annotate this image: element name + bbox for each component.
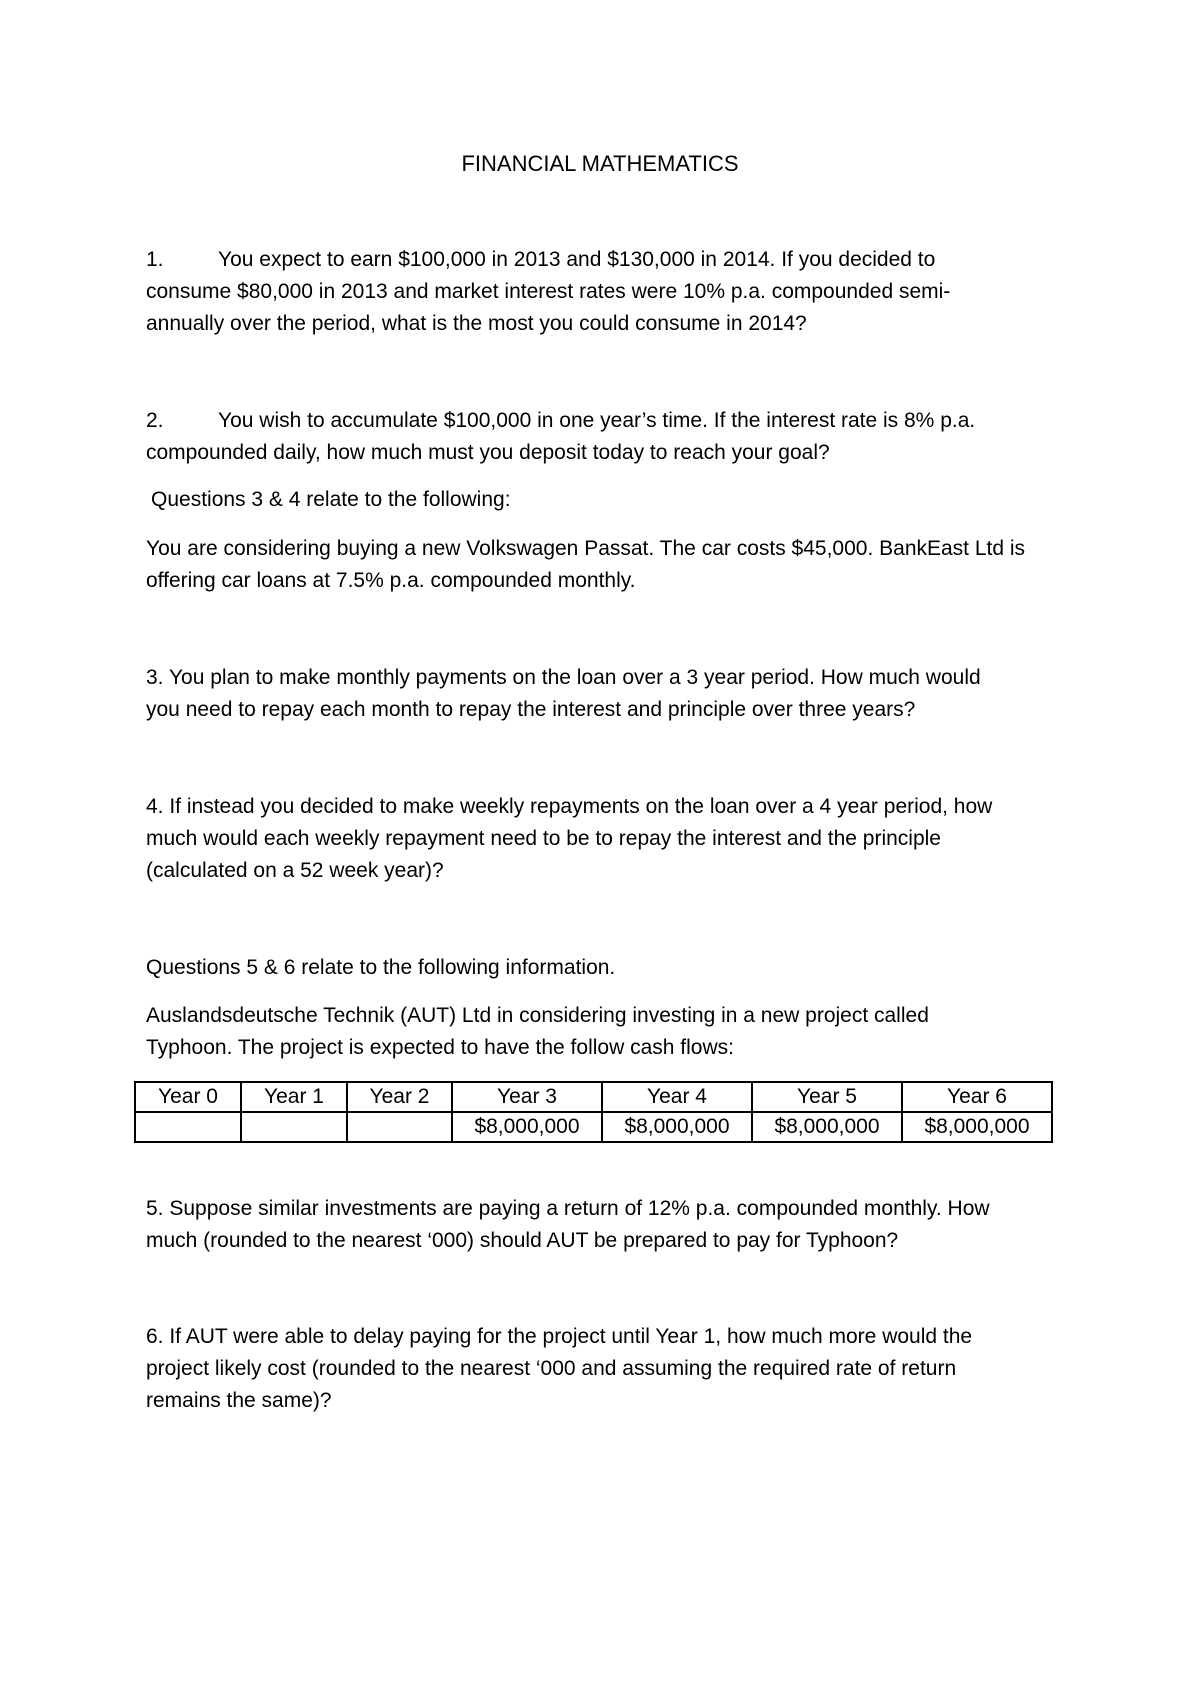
table-header-cell: Year 0 [135,1082,241,1112]
intro34-heading: Questions 3 & 4 relate to the following: [151,488,511,511]
table-cell [347,1112,452,1142]
table-row [135,1112,1052,1142]
q6-line-3: remains the same)? [146,1389,332,1412]
q1-number: 1. [146,248,164,271]
q2-number: 2. [146,409,164,432]
q6-line-1: 6. If AUT were able to delay paying for the project until Year 1, how much more would the [146,1325,973,1348]
q4-line-2: much would each weekly repayment need to be to repay the interest and the principle [146,827,941,850]
q6-line-2: project likely cost (rounded to the nearest ‘000 and assuming the required rate of return [146,1357,957,1380]
table-header-cell: Year 5 [752,1082,902,1112]
q1-line-2: consume $80,000 in 2013 and market interest rates were 10% p.a. compounded semi- [146,280,951,303]
cashflow-table [134,1081,1053,1143]
table-header-cell: Year 4 [602,1082,752,1112]
q4-line-3: (calculated on a 52 week year)? [146,859,444,882]
q3-line-1: 3. You plan to make monthly payments on the loan over a 3 year period. How much would [146,666,981,689]
table-cell [135,1112,241,1142]
table-header-cell: Year 2 [347,1082,452,1112]
intro34-line-2: offering car loans at 7.5% p.a. compounded monthly. [146,569,636,592]
table-header-cell: Year 3 [452,1082,602,1112]
q3-line-2: you need to repay each month to repay the interest and principle over three years? [146,698,916,721]
intro56-line-2: Typhoon. The project is expected to have the follow cash flows: [146,1036,734,1059]
table-cell: $8,000,000 [452,1112,602,1142]
q2-line-2: compounded daily, how much must you deposit today to reach your goal? [146,441,830,464]
table-cell [241,1112,347,1142]
q1-line-1: 1. You expect to earn $100,000 in 2013 and $130,000 in 2014. If you decided to [146,244,935,276]
table-header-row [135,1082,1052,1112]
table-cell: $8,000,000 [602,1112,752,1142]
q2-line-1: 2. You wish to accumulate $100,000 in one year’s time. If the interest rate is 8% p.a. [146,405,975,437]
q5-line-2: much (rounded to the nearest ‘000) should AUT be prepared to pay for Typhoon? [146,1229,899,1252]
page-title: FINANCIAL MATHEMATICS [461,151,739,176]
table-header-cell: Year 1 [241,1082,347,1112]
table-cell: $8,000,000 [752,1112,902,1142]
q5-line-1: 5. Suppose similar investments are paying a return of 12% p.a. compounded monthly. How [146,1197,990,1220]
intro56-heading: Questions 5 & 6 relate to the following information. [146,956,616,979]
table-cell: $8,000,000 [902,1112,1052,1142]
q4-line-1: 4. If instead you decided to make weekly repayments on the loan over a 4 year period, how [146,795,993,818]
intro56-line-1: Auslandsdeutsche Technik (AUT) Ltd in considering investing in a new project called [146,1004,929,1027]
q1-line-3: annually over the period, what is the most you could consume in 2014? [146,312,807,335]
table-header-cell: Year 6 [902,1082,1052,1112]
intro34-line-1: You are considering buying a new Volkswagen Passat. The car costs $45,000. BankEast Ltd is [146,537,1026,560]
